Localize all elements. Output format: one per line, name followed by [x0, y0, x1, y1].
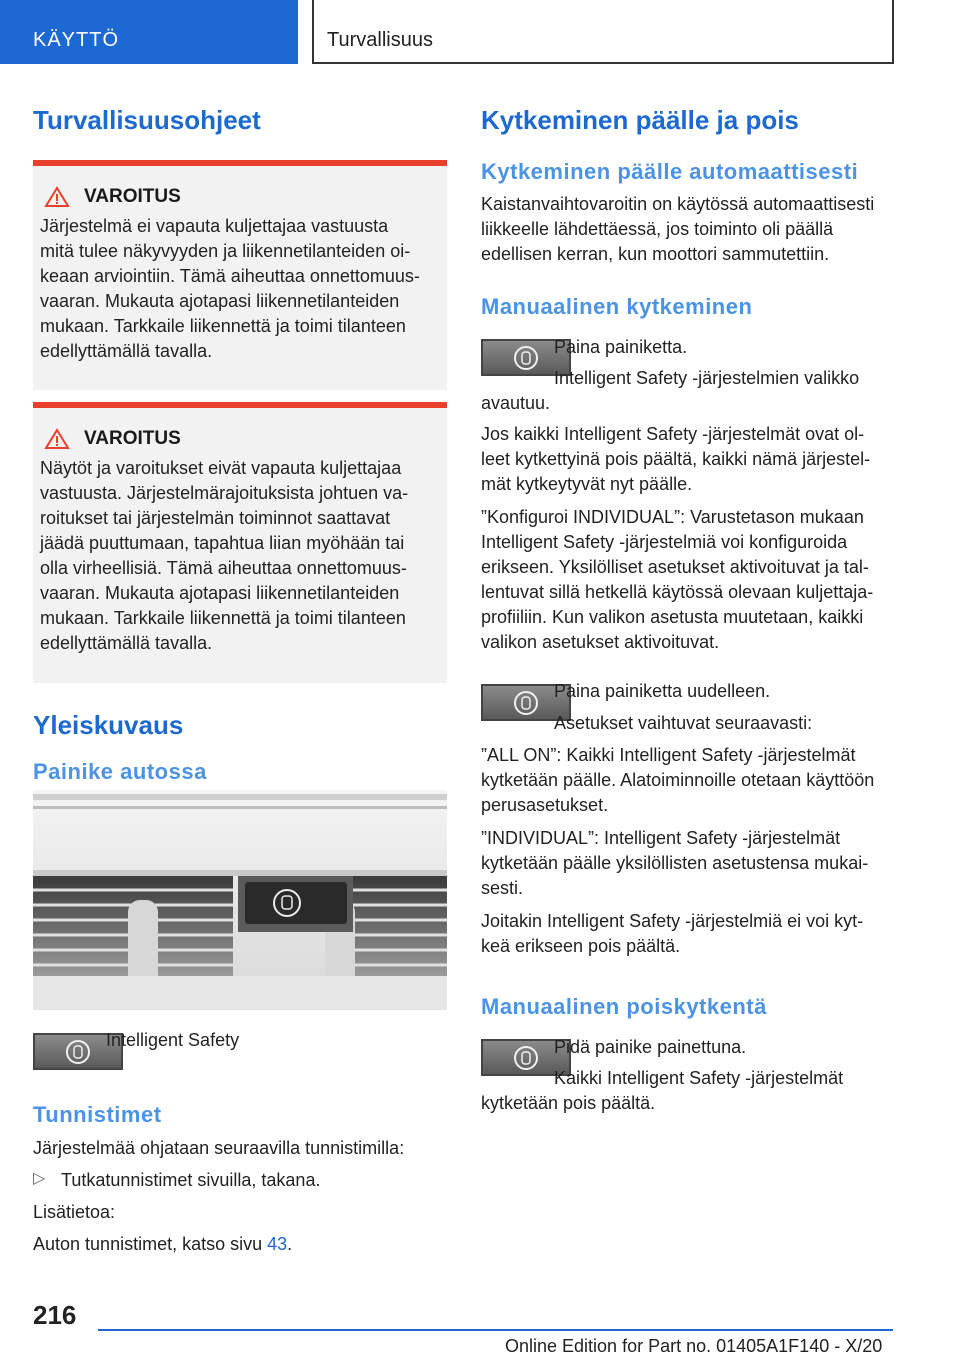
chapter-title: Turvallisuus	[312, 0, 894, 64]
bullet-triangle-icon: ▷	[33, 1170, 46, 1187]
text-line: ”INDIVIDUAL”: Intelligent Safety -järjestelmät	[481, 828, 841, 848]
text-line: valikon asetukset aktivoituvat.	[481, 632, 720, 652]
text-line: ”Konfiguroi INDIVIDUAL”: Varustetason mukaan	[481, 507, 864, 527]
off-result-cont: kytketään pois päältä.	[481, 1093, 656, 1113]
page-number: 216	[33, 1300, 77, 1330]
safety-heading: Turvallisuusohjeet	[33, 105, 261, 135]
sensor-item-text: Tutkatunnistimet sivuilla, takana.	[61, 1170, 321, 1190]
text-line: mät kytkeytyvät nyt päälle.	[481, 474, 693, 494]
manual-paragraph-1	[481, 422, 870, 497]
section-tab: KÄYTTÖ	[0, 0, 298, 64]
warning-line: Näytöt ja varoitukset eivät vapauta kuljettajaa	[40, 458, 402, 478]
reference-line	[33, 1232, 292, 1257]
warning-line: keaan arviointiin. Tämä aiheuttaa onnettomuus-	[40, 266, 420, 286]
text-line: lentuvat sillä hetkellä käytössä olevaan kuljettaja-	[481, 582, 874, 602]
manual-step1-result: Intelligent Safety -järjestelmien valikko	[554, 368, 860, 388]
manual-paragraph-3	[481, 743, 874, 818]
auto-paragraph	[481, 192, 874, 267]
sensor-list-item	[33, 1168, 320, 1193]
manual-paragraph-5	[481, 909, 863, 959]
reference-text: Auton tunnistimet, katso sivu	[33, 1234, 268, 1254]
warning-line: vaaran. Mukauta ajotapasi liikennetilanteiden	[40, 291, 400, 311]
manual-step2-result: Asetukset vaihtuvat seuraavasti:	[554, 713, 813, 733]
text-line: perusasetukset.	[481, 795, 609, 815]
manual-heading: Manuaalinen kytkeminen	[481, 294, 753, 319]
button-caption: Intelligent Safety	[106, 1030, 240, 1050]
text-line: Kaistanvaihtovaroitin on käytössä automaattisesti	[481, 194, 875, 214]
off-step: Pidä painike painettuna.	[554, 1037, 747, 1057]
text-line: liikkeelle lähdettäessä, jos toiminto oli päällä	[481, 219, 834, 239]
warning-label: VAROITUS	[84, 428, 181, 449]
warning-header	[40, 428, 439, 450]
off-heading: Manuaalinen poiskytkentä	[481, 994, 767, 1019]
footer-divider	[98, 1329, 893, 1331]
intelligent-safety-icon	[513, 1045, 539, 1071]
intelligent-safety-icon	[513, 345, 539, 371]
button-heading: Painike autossa	[33, 759, 207, 784]
warning-line: jäädä puuttumaan, tapahtua liian myöhään tai	[40, 533, 405, 553]
warning-label: VAROITUS	[84, 186, 181, 207]
intelligent-safety-icon	[513, 690, 539, 716]
warning-box-1	[33, 160, 447, 390]
text-line: sesti.	[481, 878, 524, 898]
more-info-label: Lisätietoa:	[33, 1202, 116, 1222]
off-result: Kaikki Intelligent Safety -järjestelmät	[554, 1068, 844, 1088]
manual-step2: Paina painiketta uudelleen.	[554, 681, 771, 701]
text-line: keä erikseen pois päältä.	[481, 936, 681, 956]
manual-step1-result-cont: avautuu.	[481, 393, 551, 413]
text-line: Joitakin Intelligent Safety -järjestelmiä ei voi kyt-	[481, 911, 864, 931]
warning-triangle-icon	[44, 186, 70, 208]
edition-note: Online Edition for Part no. 01405A1F140 - X/20	[505, 1336, 883, 1356]
text-line: kytketään päälle yksilöllisten asetustensa mukai-	[481, 853, 869, 873]
warning-line: vaaran. Mukauta ajotapasi liikennetilanteiden	[40, 583, 400, 603]
warning-triangle-icon	[44, 428, 70, 450]
dashboard-illustration	[33, 790, 447, 1010]
warning-line: mukaan. Tarkkaile liikennettä ja toimi tilanteen	[40, 316, 406, 336]
text-line: profiiliin. Kun valikon asetusta muutetaan, kaikki	[481, 607, 864, 627]
warning-line: edellyttämällä tavalla.	[40, 341, 213, 361]
text-line: ”ALL ON”: Kaikki Intelligent Safety -järjestelmät	[481, 745, 856, 765]
sensors-heading: Tunnistimet	[33, 1102, 162, 1127]
text-line: erikseen. Yksilölliset asetukset aktivoituvat ja tal-	[481, 557, 869, 577]
text-line: Intelligent Safety -järjestelmiä voi konfiguroida	[481, 532, 848, 552]
warning-line: olla virheellisiä. Tämä aiheuttaa onnettomuus-	[40, 558, 407, 578]
manual-paragraph-4	[481, 826, 868, 901]
onoff-heading: Kytkeminen päälle ja pois	[481, 105, 799, 135]
manual-step1: Paina painiketta.	[554, 337, 688, 357]
warning-line: mukaan. Tarkkaile liikennettä ja toimi tilanteen	[40, 608, 406, 628]
page-reference-link[interactable]: 43	[267, 1234, 288, 1254]
manual-paragraph-2	[481, 505, 873, 655]
warning-header	[40, 186, 439, 208]
warning-line: vastuusta. Järjestelmärajoituksista johtuen va-	[40, 483, 409, 503]
dashboard-photo	[33, 790, 447, 1010]
sensors-intro: Järjestelmää ohjataan seuraavilla tunnistimilla:	[33, 1138, 405, 1158]
warning-box-2	[33, 402, 447, 683]
text-line: leet kytkettyinä pois päältä, kaikki nämä järjestel-	[481, 449, 871, 469]
text-line: edellisen kerran, kun moottori sammutettiin.	[481, 244, 830, 264]
left-column	[33, 100, 447, 787]
warning-line: edellyttämällä tavalla.	[40, 633, 213, 653]
text-line: kytketään päälle. Alatoiminnoille otetaan käyttöön	[481, 770, 875, 790]
reference-end: .	[287, 1234, 293, 1254]
warning-line: mitä tulee näkyvyyden ja liikennetilanteiden oi-	[40, 241, 411, 261]
intelligent-safety-icon	[65, 1039, 91, 1065]
auto-heading: Kytkeminen päälle automaattisesti	[481, 159, 859, 184]
warning-line: Järjestelmä ei vapauta kuljettajaa vastuusta	[40, 216, 389, 236]
overview-heading: Yleiskuvaus	[33, 710, 184, 740]
text-line: Jos kaikki Intelligent Safety -järjestelmät ovat ol-	[481, 424, 865, 444]
warning-line: roitukset tai järjestelmän toiminnot saattavat	[40, 508, 391, 528]
